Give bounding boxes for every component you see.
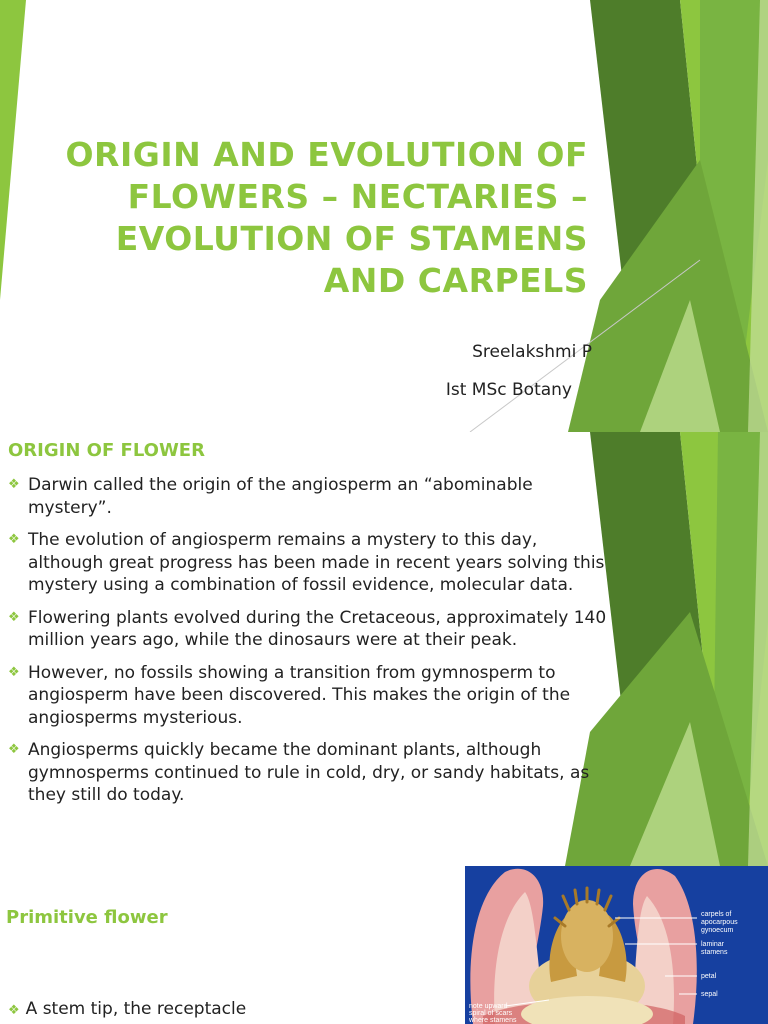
figure-label-carpels-2: apocarpous	[701, 919, 738, 926]
section-heading: ORIGIN OF FLOWER	[8, 440, 205, 461]
diamond-bullet-icon: ❖	[8, 1003, 20, 1018]
bullet-text: However, no fossils showing a transition from gymnosperm to angiosperm have been discovered. This makes the origin of the angiosperms mysterious.	[28, 662, 571, 728]
figure-label-carpels: carpels of	[701, 911, 732, 918]
figure-label-sepal: sepal	[701, 991, 718, 998]
figure-label-stamens: laminar	[701, 941, 724, 948]
bullet-text: Flowering plants evolved during the Cretaceous, approximately 140 million years ago, while the dinosaurs were at their peak.	[28, 607, 607, 650]
origin-of-flower-slide	[0, 432, 768, 866]
list-item	[8, 474, 608, 519]
bullet-list	[8, 474, 608, 817]
bullet-text: The evolution of angiosperm remains a mystery to this day, although great progress has been made in recent years solving this mystery using a combination of fossil evidence, molecular data.	[28, 530, 605, 595]
bullet-text: A stem tip, the receptacle	[25, 999, 247, 1019]
figure-label-receptacle: note upward	[469, 1003, 508, 1010]
bullet-text: Angiosperms quickly became the dominant plants, although gymnosperms continued to rule in cold, dry, or sandy habitats, as they still do today.	[28, 740, 590, 805]
course-name: Ist MSc Botany	[445, 380, 572, 400]
diamond-bullet-icon: ❖	[8, 609, 20, 625]
figure-label-petal: petal	[701, 973, 717, 980]
diamond-bullet-icon: ❖	[8, 532, 20, 547]
slide-title: Primitive flower	[6, 907, 168, 928]
title-slide	[0, 0, 768, 432]
diamond-bullet-icon: ❖	[8, 664, 20, 680]
presentation-title: ORIGIN AND EVOLUTION OF FLOWERS – NECTARIES – EVOLUTION OF STAMENS AND CARPELS	[65, 135, 588, 300]
primitive-flower-figure	[465, 866, 768, 1024]
author-name: Sreelakshmi P	[472, 342, 592, 362]
list-item	[8, 662, 608, 730]
bullet-text: Darwin called the origin of the angiosperm an “abominable mystery”.	[28, 475, 533, 518]
primitive-flower-slide	[0, 866, 768, 1024]
list-item	[8, 999, 246, 1019]
list-item	[8, 739, 608, 807]
list-item	[8, 529, 608, 597]
diamond-bullet-icon: ❖	[8, 742, 20, 757]
list-item	[8, 607, 608, 652]
figure-label-receptacle-2: spiral of scars	[469, 1010, 513, 1017]
figure-label-receptacle-3: where stamens	[469, 1017, 517, 1024]
diamond-bullet-icon: ❖	[8, 477, 20, 492]
figure-label-stamens-2: stamens	[701, 949, 728, 956]
figure-label-carpels-3: gynoecum	[701, 927, 734, 934]
